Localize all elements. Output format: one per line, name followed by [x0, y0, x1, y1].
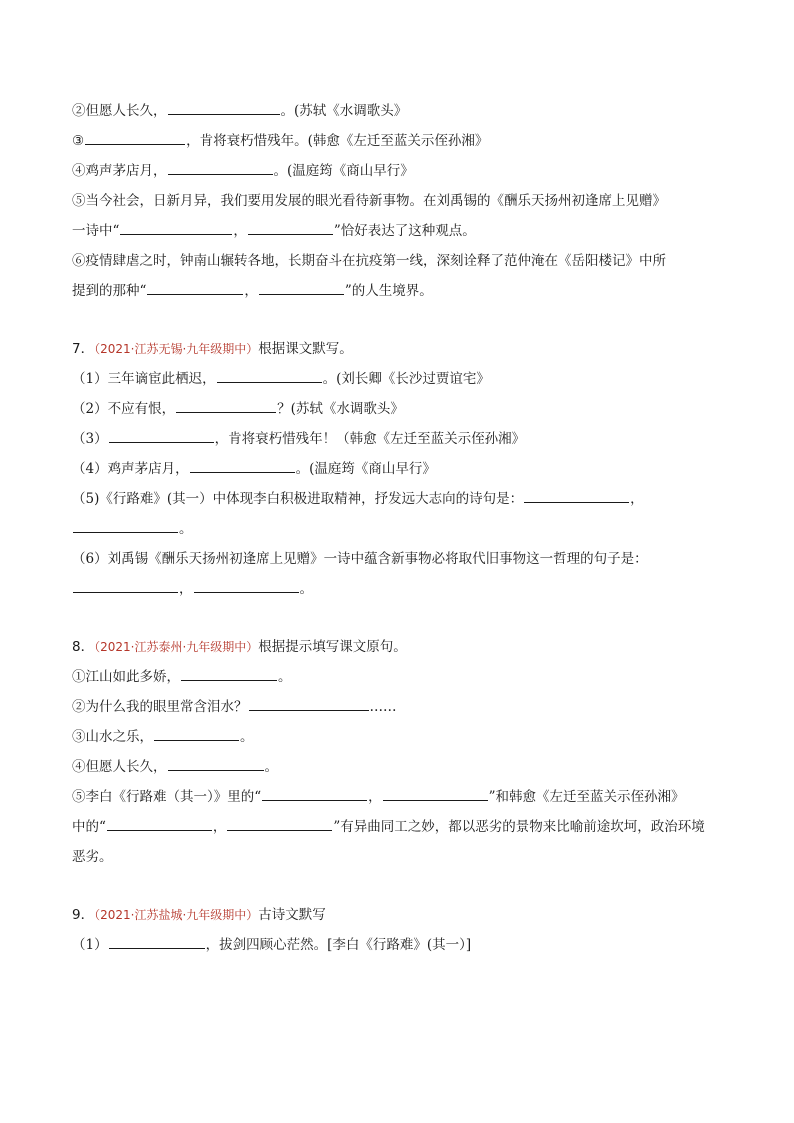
fill-item: ③山水之乐， 。 — [72, 722, 722, 752]
fill-item: （1）三年谪宦此栖迟， 。(刘长卿《长沙过贾谊宅》 — [72, 364, 722, 394]
answer-blank[interactable] — [154, 725, 239, 741]
question-source: （2021·江苏无锡·九年级期中） — [94, 342, 259, 356]
answer-blank[interactable] — [248, 219, 333, 235]
answer-blank[interactable] — [181, 665, 277, 681]
fill-item: ②为什么我的眼里常含泪水？ …… — [72, 692, 722, 722]
fill-item: ④但愿人长久， 。 — [72, 752, 722, 782]
fill-item: 提到的那种“ ， ”的人生境界。 — [72, 276, 722, 306]
answer-blank[interactable] — [168, 99, 280, 115]
fill-item: （2）不应有恨， ？(苏轼《水调歌头》 — [72, 394, 722, 424]
question-prompt: 根据课文默写。 — [258, 341, 353, 357]
answer-blank[interactable] — [524, 487, 629, 503]
answer-blank[interactable] — [147, 279, 243, 295]
answer-blank[interactable] — [249, 695, 369, 711]
answer-blank[interactable] — [217, 367, 322, 383]
fill-item: ⑤李白《行路难（其一）》里的“ ， ”和韩愈《左迁至蓝关示侄孙湘》 — [72, 782, 722, 812]
paragraph-line: （6）刘禹锡《酬乐天扬州初逢席上见赠》一诗中蕴含新事物必将取代旧事物这一哲理的句子是： — [72, 551, 648, 567]
fill-item: ②但愿人长久， 。(苏轼《水调歌头》 — [72, 96, 722, 126]
answer-blank[interactable] — [73, 577, 178, 593]
question-header — [72, 900, 722, 930]
question-header — [72, 334, 722, 364]
answer-blank[interactable] — [176, 397, 276, 413]
answer-blank[interactable] — [120, 219, 232, 235]
fill-item: 中的“ ， ”有异曲同工之妙，都以恶劣的景物来比喻前途坎坷，政治环境 — [72, 812, 722, 842]
answer-blank[interactable] — [227, 815, 332, 831]
answer-blank[interactable] — [383, 785, 488, 801]
answer-blank[interactable] — [109, 933, 205, 949]
answer-blank[interactable] — [168, 159, 273, 175]
fill-item: ， 。 — [72, 574, 722, 604]
fill-item: （1） ，拔剑四顾心茫然。[李白《行路难》(其一）] — [72, 930, 722, 960]
answer-blank[interactable] — [85, 129, 185, 145]
question-number: 7． — [72, 341, 95, 357]
fill-item: （4）鸡声茅店月， 。(温庭筠《商山早行》 — [72, 454, 722, 484]
worksheet-page — [72, 96, 722, 960]
answer-blank[interactable] — [109, 427, 214, 443]
question-number: 8． — [72, 639, 95, 655]
answer-blank[interactable] — [194, 577, 299, 593]
fill-item: 。 — [72, 514, 722, 544]
answer-blank[interactable] — [107, 815, 212, 831]
answer-blank[interactable] — [259, 279, 344, 295]
fill-item: ④鸡声茅店月， 。(温庭筠《商山早行》 — [72, 156, 722, 186]
fill-item: 一诗中“ ， ”恰好表达了这种观点。 — [72, 216, 722, 246]
answer-blank[interactable] — [262, 785, 367, 801]
question-prompt: 根据提示填写课文原句。 — [258, 639, 407, 655]
question-number: 9． — [72, 907, 95, 923]
paragraph-line: ⑤当今社会，日新月异，我们要用发展的眼光看待新事物。在刘禹锡的《酬乐天扬州初逢席上见赠》 — [72, 193, 666, 209]
fill-item: ①江山如此多娇， 。 — [72, 662, 722, 692]
fill-item: ③ ，肯将衰朽惜残年。(韩愈《左迁至蓝关示侄孙湘》 — [72, 126, 722, 156]
question-source: （2021·江苏盐城·九年级期中） — [94, 908, 259, 922]
question-prompt: 古诗文默写 — [258, 907, 326, 923]
answer-blank[interactable] — [190, 457, 295, 473]
fill-item: （5)《行路难》(其一）中体现李白积极进取精神，抒发远大志向的诗句是： ， — [72, 484, 722, 514]
question-source: （2021·江苏泰州·九年级期中） — [94, 640, 259, 654]
fill-item: （3） ，肯将衰朽惜残年！（韩愈《左迁至蓝关示侄孙湘》 — [72, 424, 722, 454]
answer-blank[interactable] — [73, 517, 178, 533]
paragraph-line: 恶劣。 — [72, 849, 113, 865]
paragraph-line: ⑥疫情肆虐之时，钟南山辗转各地，长期奋斗在抗疫第一线，深刻诠释了范仲淹在《岳阳楼记》中所 — [72, 253, 666, 269]
question-header — [72, 632, 722, 662]
answer-blank[interactable] — [168, 755, 264, 771]
